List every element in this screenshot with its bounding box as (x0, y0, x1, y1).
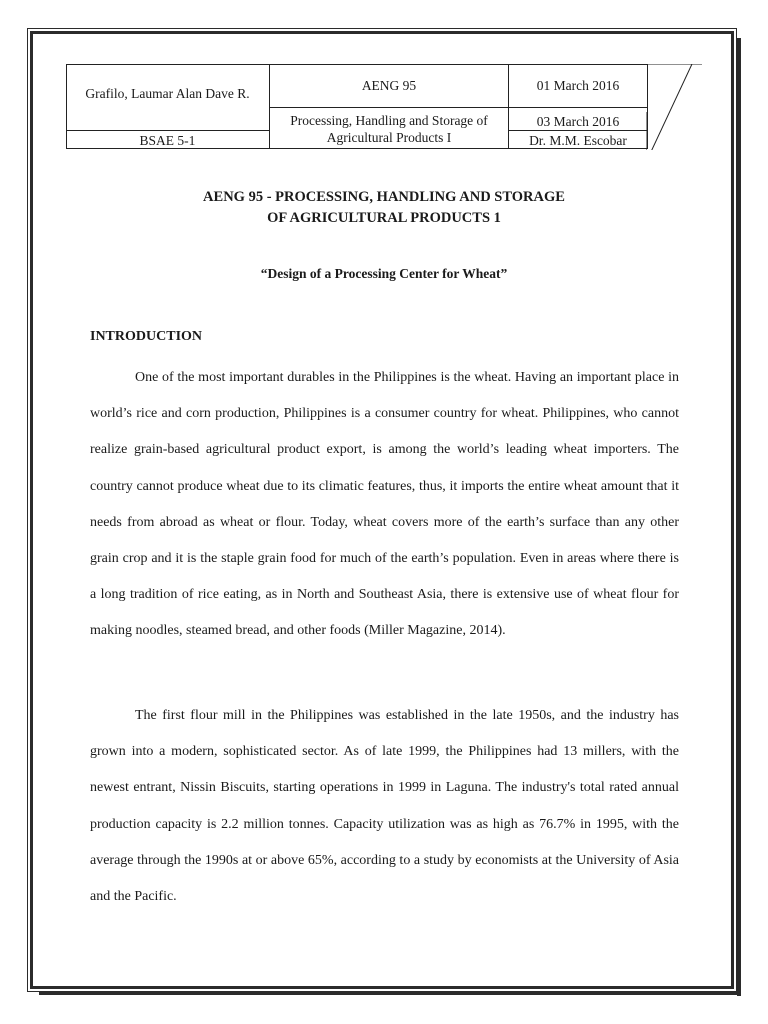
section-heading: INTRODUCTION (90, 329, 203, 344)
header-table (66, 64, 702, 150)
document-title-line2: OF AGRICULTURAL PRODUCTS 1 (267, 210, 501, 226)
date-submitted: 03 March 2016 (536, 113, 620, 129)
course-code: AENG 95 (361, 78, 417, 93)
paragraph-1: One of the most important durables in the Philippines is the wheat. Having an important place in world’s rice and corn production, Philippines is a consumer country for wheat. Philippines, who cannot realize grain-based agricultural product export, is among the world’s leading wheat importers. The country cannot produce wheat due to its climatic features, thus, it imports the entire wheat amount that it needs from abroad as wheat or flour. Today, wheat covers more of the earth’s surface than any other grain crop and it is the staple grain food for much of the earth’s population. Even in areas where there is a long tradition of rice eating, as in North and Southeast Asia, there is extensive use of wheat flour for making noodles, steamed bread, and other foods (Miller Magazine, 2014). (90, 370, 679, 639)
student-name: Grafilo, Laumar Alan Dave R. (85, 85, 250, 101)
student-section: BSAE 5-1 (139, 132, 196, 148)
date-assigned: 01 March 2016 (536, 78, 620, 93)
grade-box-diagonal (646, 64, 702, 150)
instructor-name: Dr. M.M. Escobar (529, 132, 627, 148)
document-subtitle: “Design of a Processing Center for Wheat” (260, 266, 508, 281)
course-title: Processing, Handling and Storage of Agricultural Products I (290, 113, 488, 145)
page-border-shadow (737, 38, 741, 996)
document-title-line1: AENG 95 - PROCESSING, HANDLING AND STORAGE (203, 189, 565, 205)
paragraph-2: The first flour mill in the Philippines was established in the late 1950s, and the industry has grown into a modern, sophisticated sector. As of late 1999, the Philippines had 13 millers, with the newest entrant, Nissin Biscuits, starting operations in 1999 in Laguna. The industry's total rated annual production capacity is 2.2 million tonnes. Capacity utilization was as high as 76.7% in 1995, with the average through the 1990s at or above 65%, according to a study by economists at the University of Asia and the Pacific. (90, 708, 679, 905)
